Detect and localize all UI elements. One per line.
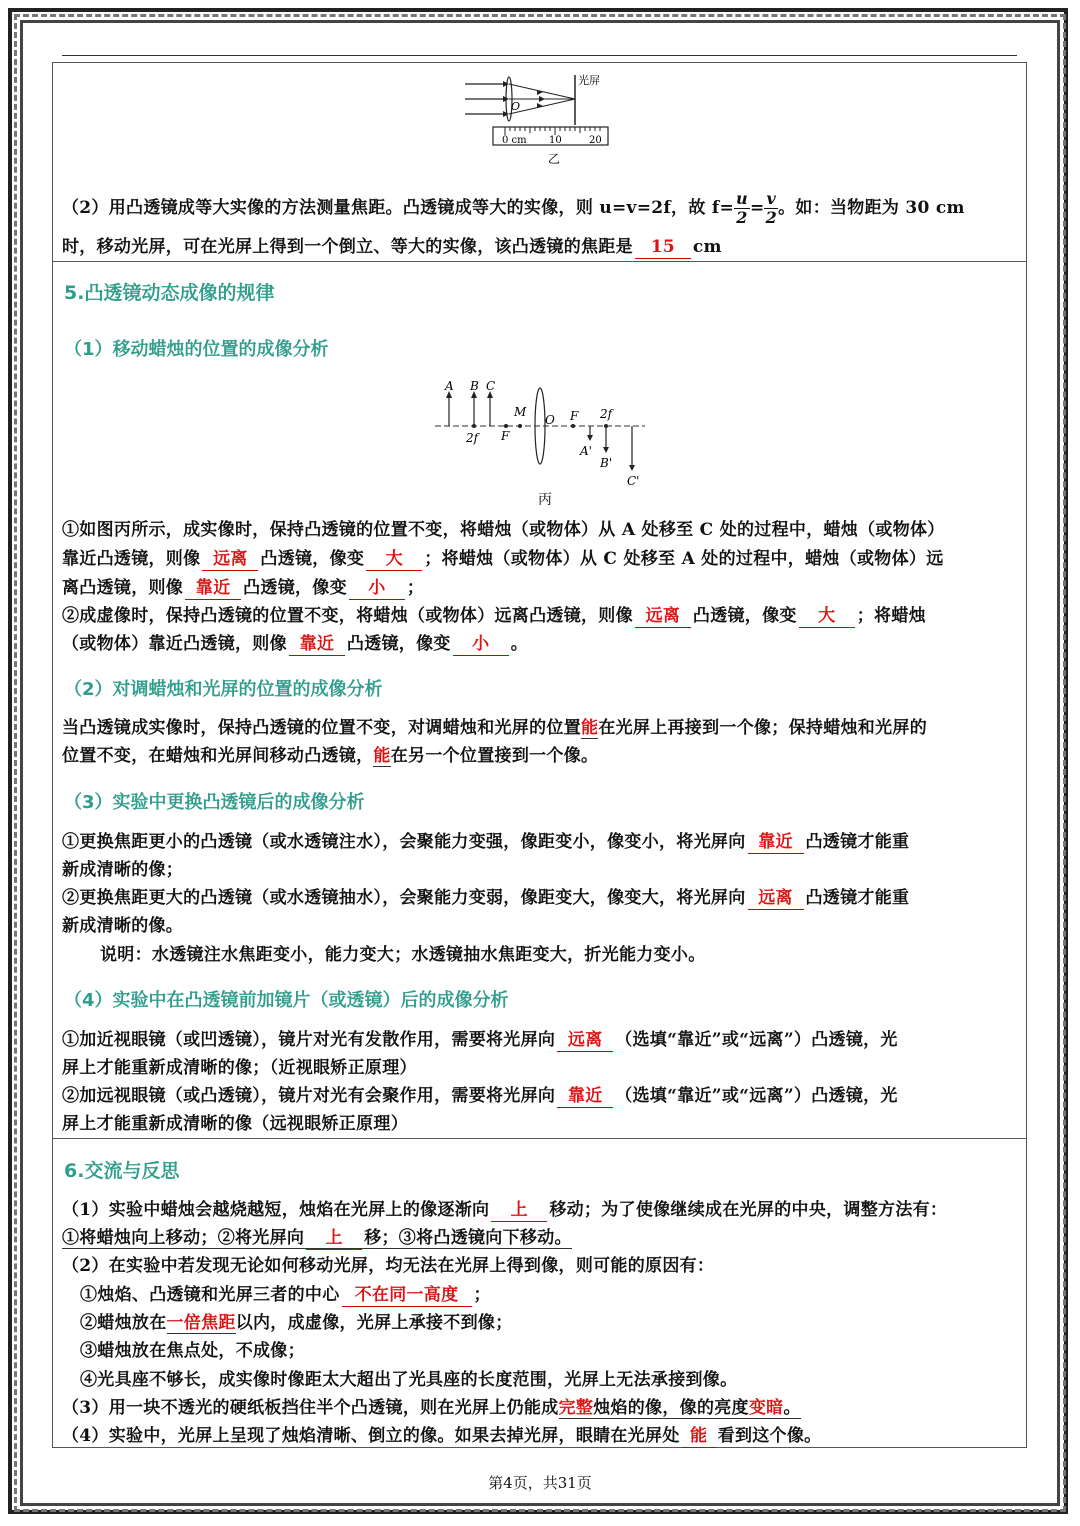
paragraph-5-5-line2: 新成清晰的像。 [62,916,184,936]
sub-title-4: （4）实验中在凸透镜前加镜片（或透镜）后的成像分析 [64,990,509,1011]
paragraph-5-2-line2: （或物体）靠近凸透镜，则像 靠近 凸透镜，像变 小 。 [62,634,529,654]
figure-bing-caption: 丙 [538,492,552,508]
q1-line1: （1）实验中蜡烛会越烧越短，烛焰在光屏上的像逐渐向 上 移动；为了使像继续成在光屏的中央，调整方法有： [62,1200,948,1220]
answer-inline: 变暗 [748,1398,784,1418]
divider-section-5 [52,261,1027,262]
answer-blank: 靠近 [185,577,241,600]
header-rule [62,55,1017,56]
label-O: O [545,413,555,427]
q4-line: （4）实验中，光屏上呈现了烛焰清晰、倒立的像。如果去掉光屏，眼睛在光屏处 能 看到这个像。 [62,1426,822,1446]
screen-label: 光屏 [578,74,600,87]
q1-line2: ①将蜡烛向上移动；②将光屏向 上 移；③将凸透镜向下移动。 [62,1228,572,1248]
answer-inline: 能 [581,718,599,738]
answer-blank: 小 [349,577,405,600]
q2-reason-3: ③蜡烛放在焦点处，不成像； [80,1341,305,1361]
answer-blank: 上 [306,1227,362,1250]
answer-blank: 能 [682,1425,716,1448]
paragraph-5-7-line1: ②加远视眼镜（或凸透镜），镜片对光有会聚作用，需要将光屏向 靠近 （选填“靠近”或“远离”）凸透镜，光 [62,1086,898,1106]
answer-blank: 远离 [557,1029,613,1052]
paragraph-5-1-line3: 离凸透镜，则像 靠近 凸透镜，像变 小 ； [62,578,425,598]
label-A: A [445,379,454,393]
fraction-v2: $\frac{v}{2}$ [765,189,777,227]
paragraph-5-2-line1: ②成虚像时，保持凸透镜的位置不变，将蜡烛（或物体）远离凸透镜，则像 远离 凸透镜，像变 大 ；将蜡烛 [62,606,926,626]
q2-reason-1: ①烛焰、凸透镜和光屏三者的中心 不在同一高度 ； [80,1285,491,1305]
paragraph-s4-p2-line2: 时，移动光屏，可在光屏上得到一个倒立、等大的实像，该凸透镜的焦距是 15 cm [62,237,722,257]
paragraph-5-7-line2: 屏上才能重新成清晰的像（远视眼矫正原理） [62,1114,408,1134]
paragraph-5-1-line1: ①如图丙所示，成实像时，保持凸透镜的位置不变，将蜡烛（或物体）从 A 处移至 C 处的过程中，蜡烛（或物体） [62,520,945,540]
q2-reason-2: ②蜡烛放在一倍焦距以内，成虚像，光屏上承接不到像； [80,1313,513,1333]
paragraph-5-5-line1: ②更换焦距更大的凸透镜（或水透镜抽水），会聚能力变弱，像距变大，像变大，将光屏向 远离 凸透镜才能重 [62,888,910,908]
paragraph-5-4-line1: ①更换焦距更小的凸透镜（或水透镜注水），会聚能力变强，像距变小，像变小，将光屏向 靠近 凸透镜才能重 [62,832,910,852]
label-F-right: F [570,409,579,423]
answer-inline: 能 [373,746,391,766]
answer-blank: 靠近 [557,1085,613,1108]
q2-line1: （2）在实验中若发现无论如何移动光屏，均无法在光屏上得到像，则可能的原因有： [62,1256,715,1276]
ruler-label-0: 0 cm [502,135,527,146]
paragraph-5-4-line2: 新成清晰的像； [62,860,184,880]
label-B-prime: B' [600,456,613,470]
sub-title-2: （2）对调蜡烛和光屏的位置的成像分析 [64,679,383,700]
q2-reason-4: ④光具座不够长，成实像时像距太大超出了光具座的长度范围，光屏上无法承接到像。 [80,1370,738,1390]
answer-blank: 远离 [635,605,691,628]
ruler-label-10: 10 [549,135,562,146]
fraction-u2: $\frac{u}{2}$ [736,189,748,227]
q3-line: （3）用一块不透光的硬纸板挡住半个凸透镜，则在光屏上仍能成完整烛焰的像，像的亮度变暗。 [62,1398,801,1418]
answer-blank: 大 [366,548,422,571]
answer-blank: 大 [799,605,855,628]
paragraph-5-3-line1: 当凸透镜成实像时，保持凸透镜的位置不变，对调蜡烛和光屏的位置能在光屏上再接到一个像；保持蜡烛和光屏的 [62,718,928,738]
answer-blank: 远离 [202,548,258,571]
ruler-label-20: 20 [589,135,602,146]
sub-title-3: （3）实验中更换凸透镜后的成像分析 [64,792,365,813]
answer-blank: 远离 [748,887,804,910]
label-A-prime: A' [580,444,592,458]
answer-blank: 靠近 [748,831,804,854]
answer-inline: 完整 [558,1398,594,1418]
note: 说明：水透镜注水焦距变小，能力变大；水透镜抽水焦距变大，折光能力变小。 [100,945,706,965]
label-C-prime: C' [627,474,640,488]
sub-title-1: （1）移动蜡烛的位置的成像分析 [64,339,329,360]
label-C: C [486,379,496,393]
answer-blank: 小 [453,633,509,656]
page-footer: 第4页，共31页 [488,1474,592,1492]
answer-blank: 靠近 [289,633,345,656]
paragraph-5-1-line2: 靠近凸透镜，则像 远离 凸透镜，像变 大 ；将蜡烛（或物体）从 C 处移至 A 处的过程中，蜡烛（或物体）远 [62,549,944,569]
section-5-title: 5.凸透镜动态成像的规律 [64,282,275,304]
answer-blank: 15 [635,236,691,259]
figure-yi [455,70,625,170]
label-F-left: F [501,429,510,443]
figure-bing [430,378,650,508]
paragraph-5-3-line2: 位置不变，在蜡烛和光屏间移动凸透镜，能在另一个位置接到一个像。 [62,746,599,766]
answer-inline: 一倍焦距 [166,1313,236,1333]
label-2f-left: 2f [466,431,479,445]
equals: = [749,198,765,218]
label-2f-right: 2f [600,407,613,421]
text: 。如：当物距为 30 cm [778,198,965,218]
answer-blank: 上 [491,1199,547,1222]
paragraph-s4-p2-line1 [62,190,1017,227]
label-B: B [470,379,479,393]
section-6-title: 6.交流与反思 [64,1160,180,1182]
label-M: M [514,405,527,419]
text: （2）用凸透镜成等大实像的方法测量焦距。凸透镜成等大的实像，则 u=v=2f，故 f= [62,198,734,218]
paragraph-5-6-line1: ①加近视眼镜（或凹透镜），镜片对光有发散作用，需要将光屏向 远离 （选填“靠近”或“远离”）凸透镜，光 [62,1030,898,1050]
paragraph-5-6-line2: 屏上才能重新成清晰的像；（近视眼矫正原理） [62,1058,417,1078]
o-label: O [511,100,521,113]
answer-blank: 不在同一高度 [342,1284,472,1307]
figure-yi-caption: 乙 [548,152,561,166]
divider-section-6 [52,1138,1027,1139]
